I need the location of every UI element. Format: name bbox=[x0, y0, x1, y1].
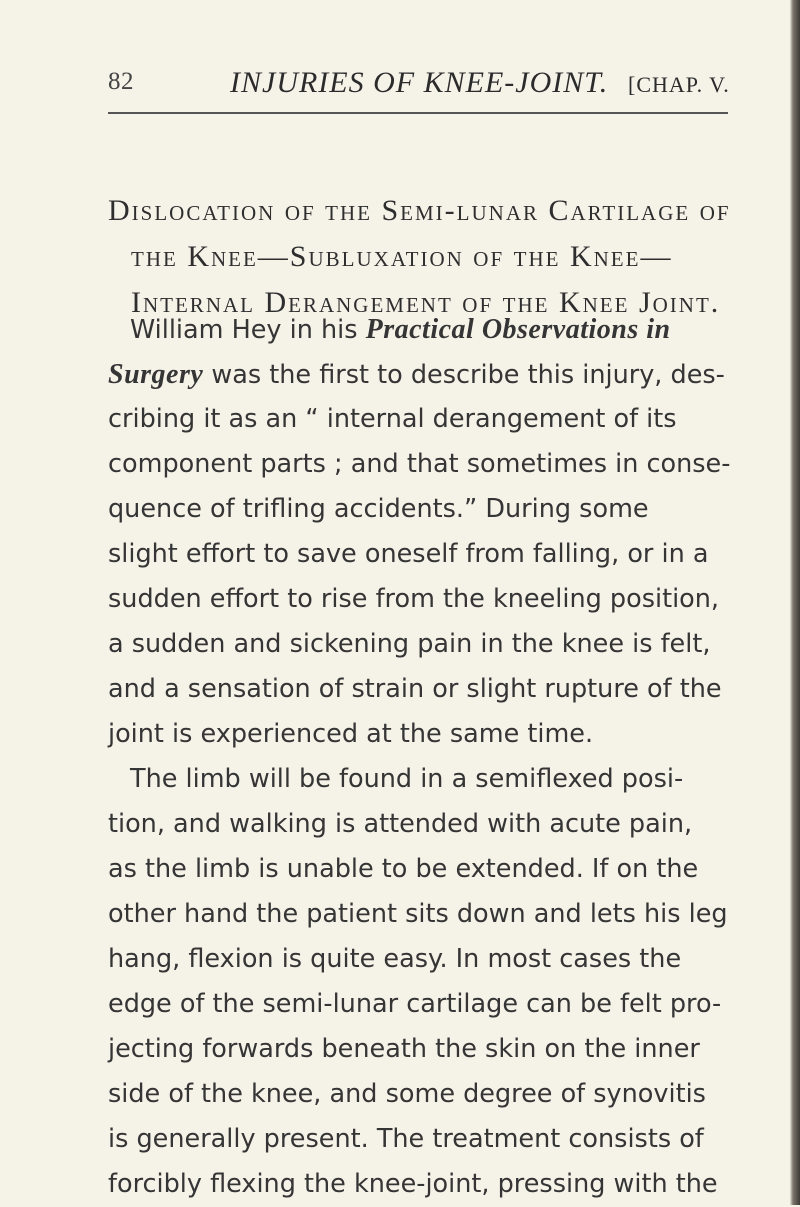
page-edge-shadow bbox=[790, 0, 800, 1205]
text-line: as the limb is unable to be extended. If on the bbox=[108, 854, 699, 884]
text-line: sudden effort to rise from the kneeling position, bbox=[108, 584, 720, 614]
text-line: is generally present. The treatment consists of bbox=[108, 1124, 704, 1154]
text-line: joint is experienced at the same time. bbox=[108, 719, 594, 749]
text-line: The limb will be found in a semiflexed posi- bbox=[130, 764, 684, 794]
page-number: 82 bbox=[108, 68, 134, 95]
text-line: jecting forwards beneath the skin on the inner bbox=[108, 1034, 700, 1064]
heading-line: Dislocation of the Semi-lunar Cartilage of bbox=[108, 194, 731, 227]
text-line: quence of trifling accidents.” During some bbox=[108, 494, 649, 524]
chapter-label bbox=[628, 72, 730, 98]
header-rule bbox=[108, 112, 728, 114]
heading-line: the Knee—Subluxation of the Knee— bbox=[131, 240, 673, 273]
text-line: edge of the semi-lunar cartilage can be felt pro- bbox=[108, 989, 722, 1019]
text-line bbox=[108, 307, 738, 352]
chapter-label-text: [CHAP. V. bbox=[628, 72, 730, 97]
section-heading bbox=[108, 188, 748, 326]
text-line: hang, flexion is quite easy. In most cases the bbox=[108, 944, 682, 974]
book-title-italic: Practical Observations in bbox=[365, 314, 671, 345]
book-title-italic: Surgery bbox=[108, 359, 204, 390]
text-segment: was the first to describe this injury, des- bbox=[203, 360, 725, 390]
text-segment: William Hey in his bbox=[130, 315, 366, 345]
text-line: forcibly flexing the knee-joint, pressing with the bbox=[108, 1169, 718, 1199]
text-line: slight effort to save oneself from falling, or in a bbox=[108, 539, 709, 569]
text-line: a sudden and sickening pain in the knee is felt, bbox=[108, 629, 711, 659]
text-line: component parts ; and that sometimes in conse- bbox=[108, 449, 731, 479]
text-line bbox=[108, 352, 738, 397]
text-line: side of the knee, and some degree of synovitis bbox=[108, 1079, 706, 1109]
heading-line: Internal Derangement of the Knee Joint. bbox=[131, 286, 721, 319]
text-line: and a sensation of strain or slight rupture of the bbox=[108, 674, 722, 704]
running-title: INJURIES OF KNEE-JOINT. bbox=[230, 66, 609, 99]
text-line: cribing it as an “ internal derangement of its bbox=[108, 404, 677, 434]
body-text bbox=[108, 307, 738, 1207]
text-line: other hand the patient sits down and lets his leg bbox=[108, 899, 728, 929]
text-line: tion, and walking is attended with acute pain, bbox=[108, 809, 693, 839]
